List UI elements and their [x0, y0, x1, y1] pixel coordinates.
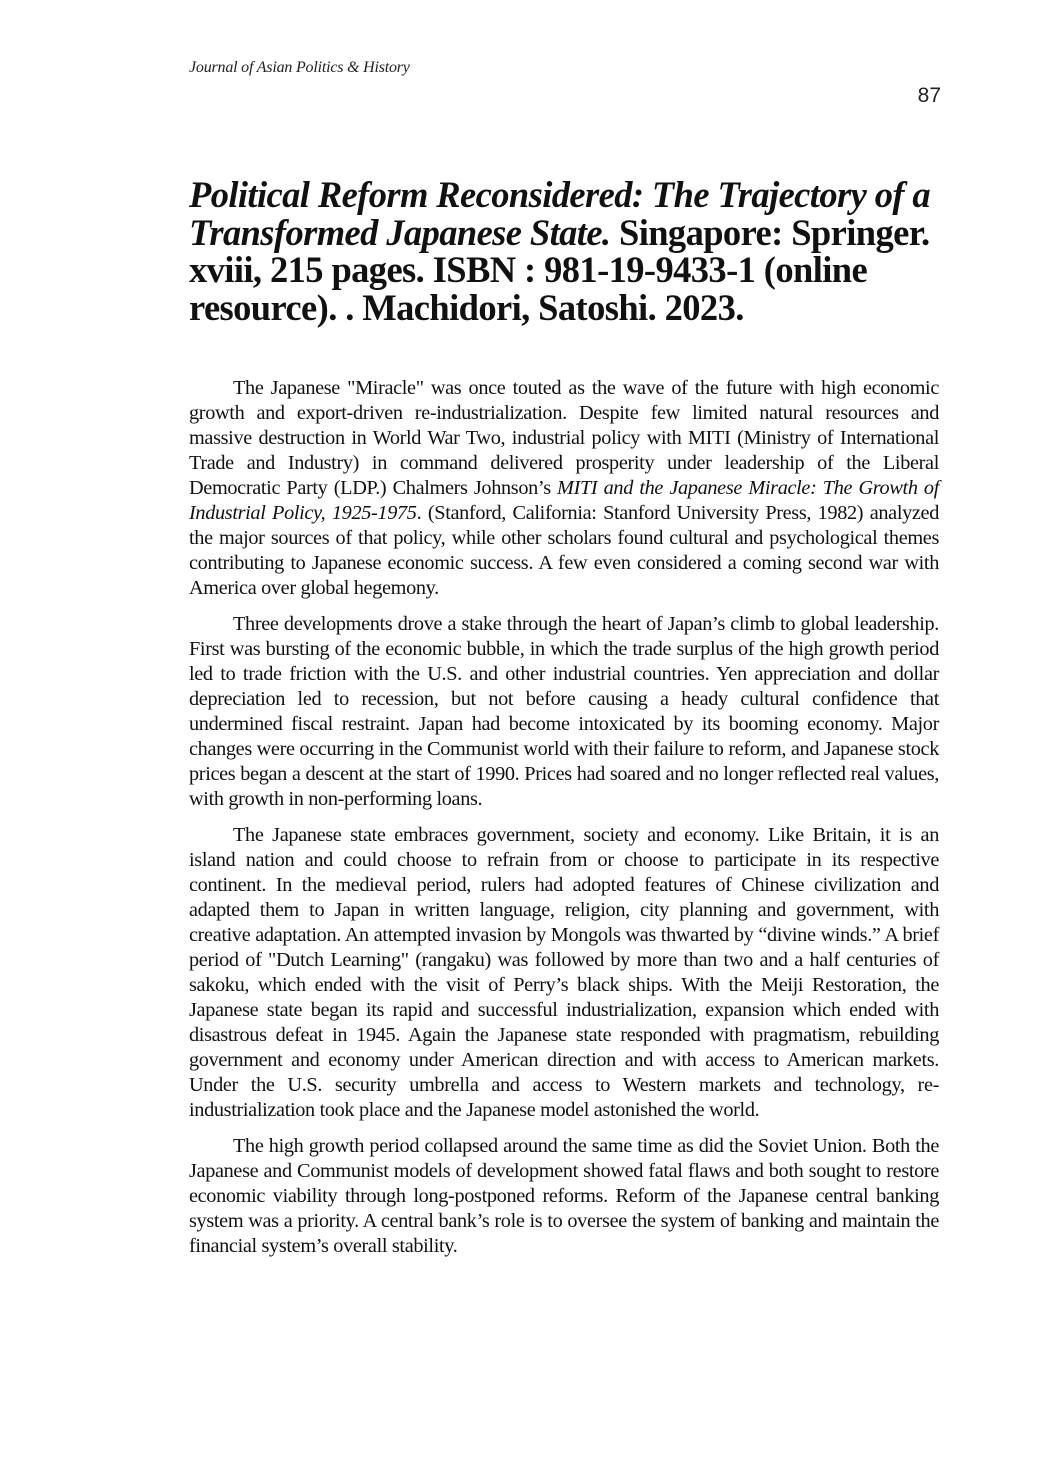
- book-title: Political Reform Reconsidered: The Trajectory of a Transformed Japanese State.: [189, 174, 931, 253]
- paragraph-1-text-b: . (Stanford, California: Stanford University Press, 1982) analyzed the major sources of that policy, while other scholars found cultural and psychological themes contributing to Japanese economic success. A few even considered a coming second war with America over global hegemony.: [189, 502, 940, 599]
- paragraph-4: The high growth period collapsed around the same time as did the Soviet Union. Both the Japanese and Communist models of development showed fatal flaws and both sought to restore economic viability through long-postponed reforms. Reform of the Japanese central banking system was a priority. A central bank’s role is to oversee the system of banking and maintain the financial system’s overall stability.: [189, 1135, 939, 1257]
- page-number: 87: [917, 84, 941, 107]
- running-head-journal-name: Journal of Asian Politics & History: [189, 59, 410, 76]
- review-citation-heading: [189, 176, 941, 326]
- review-body: [189, 376, 939, 1270]
- cited-book-title: MITI and the Japanese Miracle: The Growth of Industrial Policy, 1925-1975: [189, 477, 939, 524]
- paragraph-1: [189, 376, 939, 601]
- paragraph-1-text-a: The Japanese "Miracle" was once touted as the wave of the future with high economic growth and export-driven re-industrialization. Despite few limited natural resources and massive destruction in World War Two, industrial policy with MITI (Ministry of International Trade and Industry) in command delivered prosperity under leadership of the Liberal Democratic Party (LDP.) Chalmers Johnson’s: [189, 377, 939, 499]
- paragraph-3: The Japanese state embraces government, society and economy. Like Britain, it is an island nation and could choose to refrain from or choose to participate in its respective continent. In the medieval period, rulers had adopted features of Chinese civilization and adapted them to Japan in written language, religion, city planning and government, with creative adaptation. An attempted invasion by Mongols was thwarted by “divine winds.” A brief period of "Dutch Learning" (rangaku) was followed by more than two and a half centuries of sakoku, which ended with the visit of Perry’s black ships. With the Meiji Restoration, the Japanese state began its rapid and successful industrialization, expansion which ended with disastrous defeat in 1945. Again the Japanese state responded with pragmatism, rebuilding government and economy under American direction and with access to American markets. Under the U.S. security umbrella and access to Western markets and technology, re-industrialization took place and the Japanese model astonished the world.: [189, 824, 939, 1121]
- citation-details: Singapore: Springer. xviii, 215 pages. ISBN : 981-19-9433-1 (online resource). . Machidori, Satoshi. 2023.: [189, 211, 930, 328]
- paragraph-2: Three developments drove a stake through the heart of Japan’s climb to global leadership. First was bursting of the economic bubble, in which the trade surplus of the high growth period led to trade friction with the U.S. and other industrial countries. Yen appreciation and dollar depreciation led to recession, but not before causing a heady cultural confidence that undermined fiscal restraint. Japan had become intoxicated by its booming economy. Major changes were occurring in the Communist world with their failure to reform, and Japanese stock prices began a descent at the start of 1990. Prices had soared and no longer reflected real values, with growth in non-performing loans.: [189, 613, 939, 810]
